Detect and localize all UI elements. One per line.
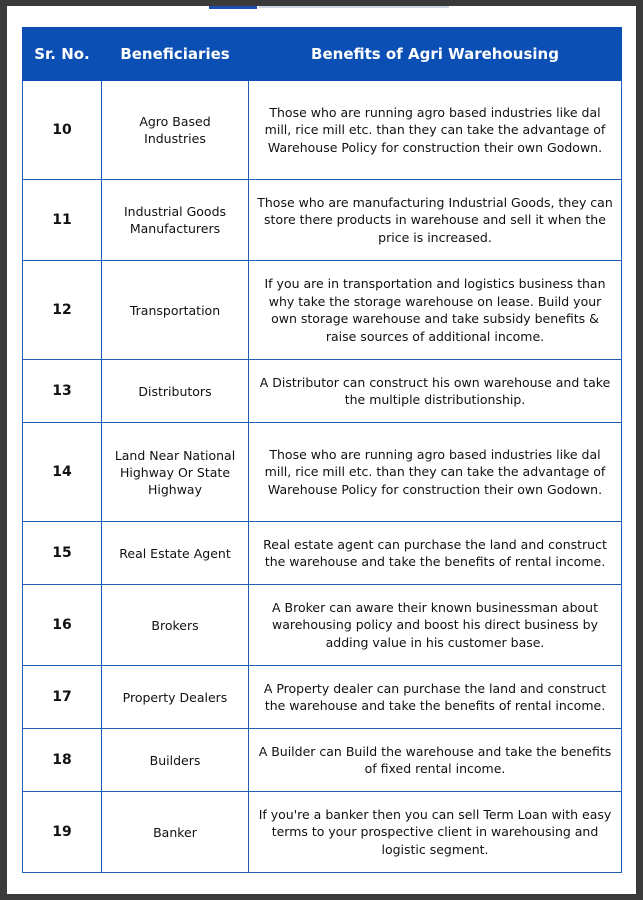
row-sr-no: 14 [23,423,102,522]
row-benefit: A Broker can aware their known businessman about warehousing policy and boost his direct business by adding value in his customer base. [249,585,622,666]
document-page [7,6,636,894]
row-beneficiary: Land Near National Highway Or State Highway [102,423,249,522]
row-beneficiary: Brokers [102,585,249,666]
row-beneficiary: Agro Based Industries [102,81,249,180]
row-benefit: If you're a banker then you can sell Term Loan with easy terms to your prospective client in warehousing and logistic segment. [249,792,622,873]
row-sr-no: 10 [23,81,102,180]
row-sr-no: 15 [23,522,102,585]
row-beneficiary: Real Estate Agent [102,522,249,585]
row-benefit: A Property dealer can purchase the land and construct the warehouse and take the benefits of rental income. [249,666,622,729]
row-benefit: Those who are running agro based industries like dal mill, rice mill etc. than they can take the advantage of Warehouse Policy for construction their own Godown. [249,423,622,522]
row-sr-no: 11 [23,180,102,261]
top-tab-accent [209,6,257,9]
header-sr-no: Sr. No. [23,28,102,81]
table-row [23,729,622,792]
header-benefits: Benefits of Agri Warehousing [249,28,622,81]
benefits-table [22,27,622,873]
table-row [23,792,622,873]
row-sr-no: 13 [23,360,102,423]
row-benefit: Real estate agent can purchase the land and construct the warehouse and take the benefits of rental income. [249,522,622,585]
row-beneficiary: Property Dealers [102,666,249,729]
table-row [23,585,622,666]
row-benefit: Those who are running agro based industries like dal mill, rice mill etc. than they can take the advantage of Warehouse Policy for construction their own Godown. [249,81,622,180]
row-beneficiary: Transportation [102,261,249,360]
row-sr-no: 17 [23,666,102,729]
row-sr-no: 12 [23,261,102,360]
table-row [23,81,622,180]
row-beneficiary: Distributors [102,360,249,423]
table-row [23,360,622,423]
row-benefit: If you are in transportation and logistics business than why take the storage warehouse on lease. Build your own storage warehouse and take subsidy benefits & raise sources of additional income. [249,261,622,360]
table-row [23,261,622,360]
table-header-row [23,28,622,81]
table-row [23,522,622,585]
row-beneficiary: Builders [102,729,249,792]
row-sr-no: 18 [23,729,102,792]
row-sr-no: 19 [23,792,102,873]
row-beneficiary: Industrial Goods Manufacturers [102,180,249,261]
row-benefit: A Builder can Build the warehouse and take the benefits of fixed rental income. [249,729,622,792]
table-row [23,180,622,261]
row-beneficiary: Banker [102,792,249,873]
row-benefit: A Distributor can construct his own warehouse and take the multiple distributionship. [249,360,622,423]
row-benefit: Those who are manufacturing Industrial Goods, they can store there products in warehouse and sell it when the price is increased. [249,180,622,261]
table-row [23,666,622,729]
header-beneficiaries: Beneficiaries [102,28,249,81]
table-row [23,423,622,522]
top-tab-strip [259,6,449,8]
row-sr-no: 16 [23,585,102,666]
